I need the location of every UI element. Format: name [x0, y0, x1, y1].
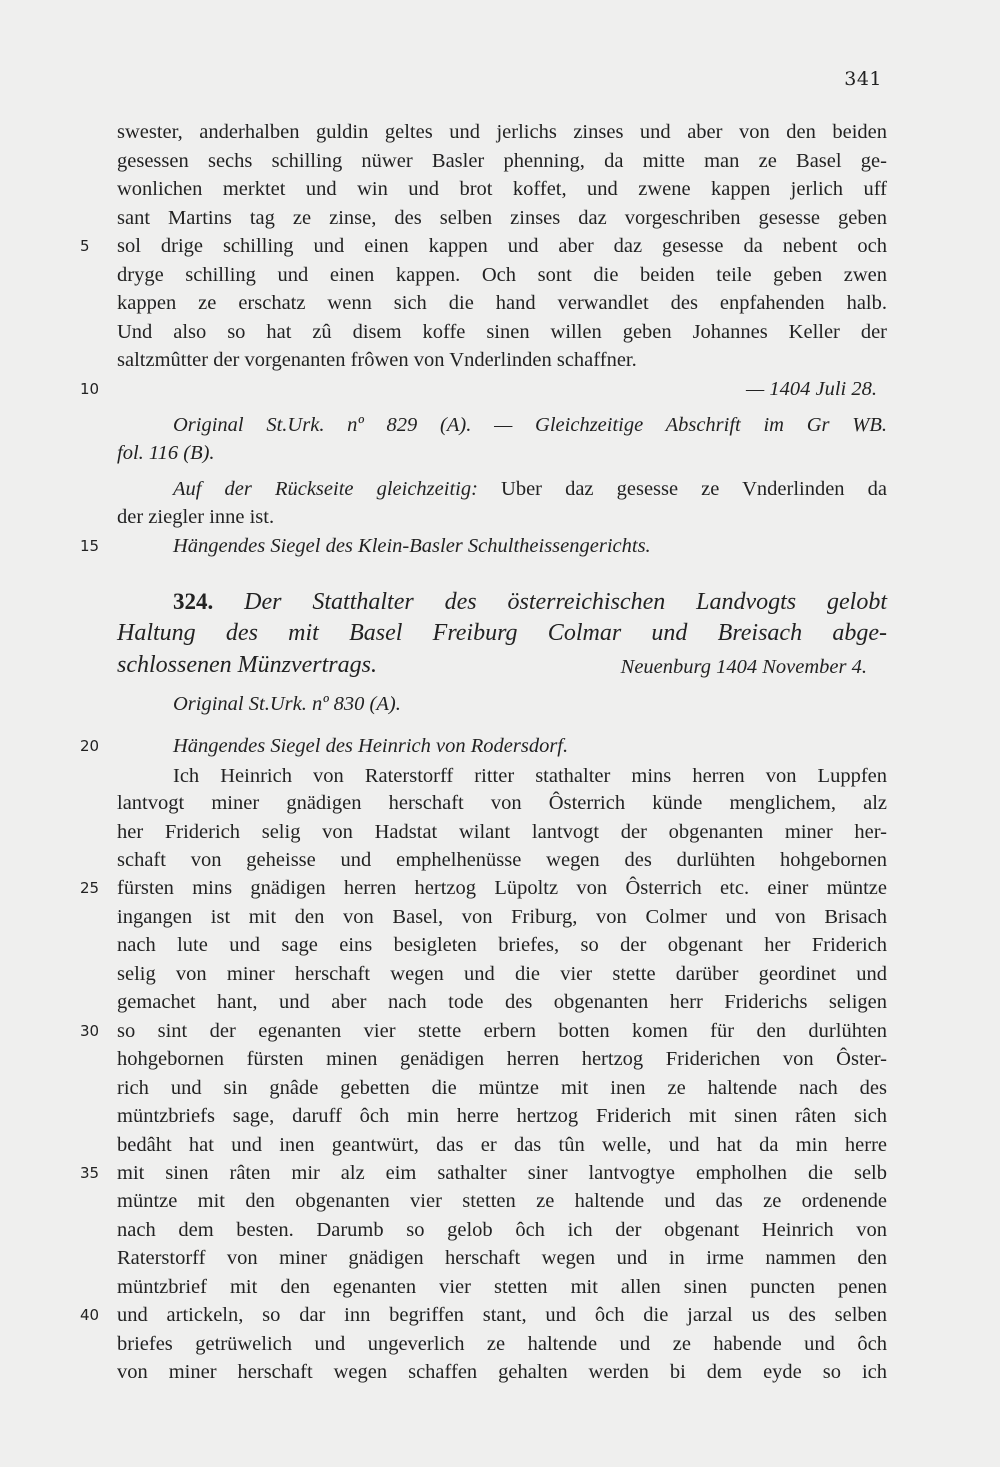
heading-date: Neuenburg 1404 November 4.: [620, 656, 867, 678]
body-line: dryge schilling und einen kappen. Och sont die beiden teile geben zwen: [117, 264, 887, 286]
margin-line-number: 35: [80, 1164, 100, 1182]
source-note: fol. 116 (B).: [117, 442, 215, 464]
body-line: Raterstorff von miner gnädigen herschaft wegen und in irme nammen den: [117, 1247, 887, 1269]
body-line: nach lute und sage eins besigleten briefes, so der obgenant her Friderich: [117, 934, 887, 956]
body-line: von miner herschaft wegen schaffen gehalten werden bi dem eyde so ich: [117, 1361, 887, 1383]
body-line: Und also so hat zû disem koffe sinen willen geben Johannes Keller der: [117, 321, 887, 343]
heading-title-line: Der Statthalter des österreichischen Landvogts gelobt: [244, 589, 888, 615]
body-line: und artickeln, so dar inn begriffen stant, und ôch die jarzal us des selben: [117, 1304, 887, 1326]
back-note-text: Uber daz gesesse ze Vnderlinden da: [501, 478, 887, 500]
margin-line-number: 20: [80, 737, 100, 755]
page-number: 341: [844, 68, 882, 90]
body-line: lantvogt miner gnädigen herschaft von Ôsterrich künde menglichem, alz: [117, 792, 887, 814]
body-line: gesessen sechs schilling nüwer Basler phenning, da mitte man ze Basel ge-: [117, 150, 887, 172]
body-line: nach dem besten. Darumb so gelob ôch ich der obgenant Heinrich von: [117, 1219, 887, 1241]
document-number: 324.: [173, 589, 214, 614]
margin-line-number: 25: [80, 879, 100, 897]
back-note: [173, 475, 887, 503]
seal-note: Hängendes Siegel des Heinrich von Rodersdorf.: [173, 735, 569, 757]
document-date: — 1404 Juli 28.: [746, 378, 877, 400]
body-line: sant Martins tag ze zinse, des selben zinses daz vorgeschriben gesesse geben: [117, 207, 887, 229]
margin-line-number: 40: [80, 1306, 100, 1324]
heading-title-line: [117, 648, 887, 682]
body-line: gemachet hant, und aber nach tode des obgenanten herr Friderichs seligen: [117, 991, 887, 1013]
body-line: bedâht hat und inen geantwürt, das er das tûn welle, und hat da min herre: [117, 1134, 887, 1156]
body-line: selig von miner herschaft wegen und die vier stette darüber geordinet und: [117, 963, 887, 985]
body-line: her Friderich selig von Hadstat wilant lantvogt der obgenanten miner her-: [117, 821, 887, 843]
source-note: Original St.Urk. nº 829 (A). — Gleichzeitige Abschrift im Gr WB.: [173, 414, 887, 436]
margin-line-number: 15: [80, 537, 100, 555]
body-line: Ich Heinrich von Raterstorff ritter stathalter mins herren von Luppfen: [173, 765, 887, 787]
body-line: schaft von geheisse und emphelhenüsse wegen des durlühten hohgebornen: [117, 849, 887, 871]
body-line: fürsten mins gnädigen herren hertzog Lüpoltz von Ôsterrich etc. einer müntze: [117, 877, 887, 899]
body-line: müntzbrief mit den egenanten vier stetten mit allen sinen puncten penen: [117, 1276, 887, 1298]
body-line: sol drige schilling und einen kappen und aber daz gesesse da nebent och: [117, 235, 887, 257]
margin-line-number: 10: [80, 380, 100, 398]
back-note-label: Auf der Rückseite gleichzeitig:: [173, 478, 478, 500]
body-line: saltzmûtter der vorgenanten frôwen von Vnderlinden schaffner.: [117, 349, 637, 371]
body-line: briefes getrüwelich und ungeverlich ze haltende und ze habende und ôch: [117, 1333, 887, 1355]
body-line: müntzbriefs sage, daruff ôch min herre hertzog Friderich mit sinen râten sich: [117, 1105, 887, 1127]
heading-title-line: Haltung des mit Basel Freiburg Colmar und Breisach abge-: [117, 620, 887, 646]
body-line: swester, anderhalben guldin geltes und jerlichs zinses und aber von den beiden: [117, 121, 887, 143]
body-line: mit sinen râten mir alz eim sathalter siner lantvogtye empholhen die selb: [117, 1162, 887, 1184]
margin-line-number: 5: [80, 237, 90, 255]
body-line: hohgebornen fürsten minen genädigen herren hertzog Friderichen von Ôster-: [117, 1048, 887, 1070]
body-line: ingangen ist mit den von Basel, von Friburg, von Colmer und von Brisach: [117, 906, 887, 928]
body-line: rich und sin gnâde gebetten die müntze mit inen ze haltende nach des: [117, 1077, 887, 1099]
body-line: wonlichen merktet und win und brot koffet, und zwene kappen jerlich uff: [117, 178, 887, 200]
source-note: Original St.Urk. nº 830 (A).: [173, 693, 401, 715]
back-note: der ziegler inne ist.: [117, 506, 275, 528]
body-line: so sint der egenanten vier stette erbern botten komen für den durlühten: [117, 1020, 887, 1042]
body-line: müntze mit den obgenanten vier stetten ze haltende und das ze ordenende: [117, 1190, 887, 1212]
margin-line-number: 30: [80, 1022, 100, 1040]
heading-title-line: schlossenen Münzvertrags.: [117, 652, 377, 678]
document-heading: [173, 585, 887, 619]
seal-note: Hängendes Siegel des Klein-Basler Schultheissengerichts.: [173, 535, 651, 557]
body-line: kappen ze erschatz wenn sich die hand verwandlet des enpfahenden halb.: [117, 292, 887, 314]
